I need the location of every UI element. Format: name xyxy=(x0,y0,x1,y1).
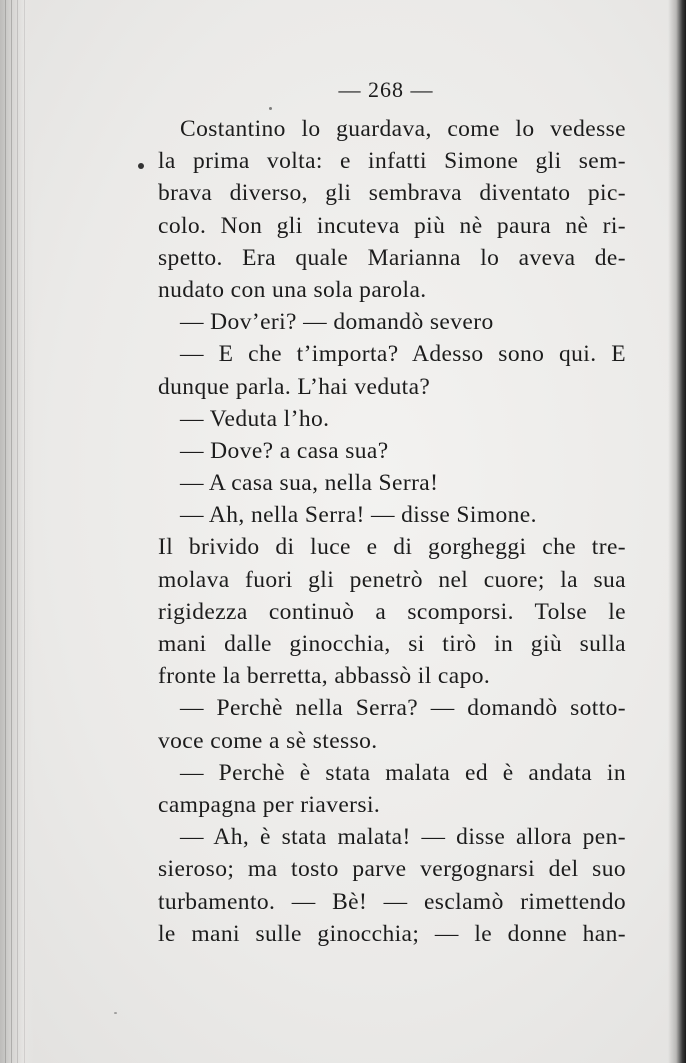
text-line: — Ah, è stata malata! — disse allora pen- xyxy=(180,824,626,851)
text-line: dunque parla. L’hai veduta? xyxy=(158,373,431,400)
page-edge xyxy=(668,0,686,1063)
text-line: voce come a sè stesso. xyxy=(158,727,378,754)
text-line: Costantino lo guardava, come lo vedesse xyxy=(180,116,626,142)
text-line: campagna per riaversi. xyxy=(158,791,381,818)
page-gutter xyxy=(0,0,34,1063)
text-line: sieroso; ma tosto parve vergognarsi del suo xyxy=(158,856,626,883)
text-line: nudato con una sola parola. xyxy=(158,276,427,303)
text-line: — Dov’eri? — domandò severo xyxy=(180,309,494,336)
text-line: spetto. Era quale Marianna lo aveva de- xyxy=(158,244,626,271)
print-speck xyxy=(269,107,272,110)
print-speck xyxy=(138,163,144,169)
body-text xyxy=(158,113,626,950)
text-line: le mani sulle ginocchia; — le donne han- xyxy=(158,920,626,947)
text-line: turbamento. — Bè! — esclamò rimettendo xyxy=(158,888,626,915)
text-line: — Perchè nella Serra? — domandò sotto- xyxy=(180,695,626,722)
text-line: colo. Non gli incuteva più nè paura nè ri- xyxy=(158,212,626,239)
text-line: — Ah, nella Serra! — disse Simone. xyxy=(180,502,537,529)
text-line: — A casa sua, nella Serra! xyxy=(180,470,439,497)
text-line: — Perchè è stata malata ed è andata in xyxy=(180,759,626,786)
text-line: — Veduta l’ho. xyxy=(180,405,330,432)
print-speck xyxy=(114,1012,117,1014)
text-line: mani dalle ginocchia, si tirò in giù sulla xyxy=(158,631,626,657)
text-line: molava fuori gli penetrò nel cuore; la sua xyxy=(158,566,626,593)
text-line: — E che t’importa? Adesso sono qui. E xyxy=(180,341,626,368)
text-line: rigidezza continuò a scomporsi. Tolse le xyxy=(158,598,626,625)
text-line: — Dove? a casa sua? xyxy=(180,437,389,464)
text-line: fronte la berretta, abbassò il capo. xyxy=(158,663,491,690)
text-line: la prima volta: e infatti Simone gli sem- xyxy=(158,148,626,175)
page-number: — 268 — xyxy=(338,77,434,102)
text-line: brava diverso, gli sembrava diventato pic- xyxy=(158,180,626,207)
text-line: Il brivido di luce e di gorgheggi che tre- xyxy=(158,534,626,561)
